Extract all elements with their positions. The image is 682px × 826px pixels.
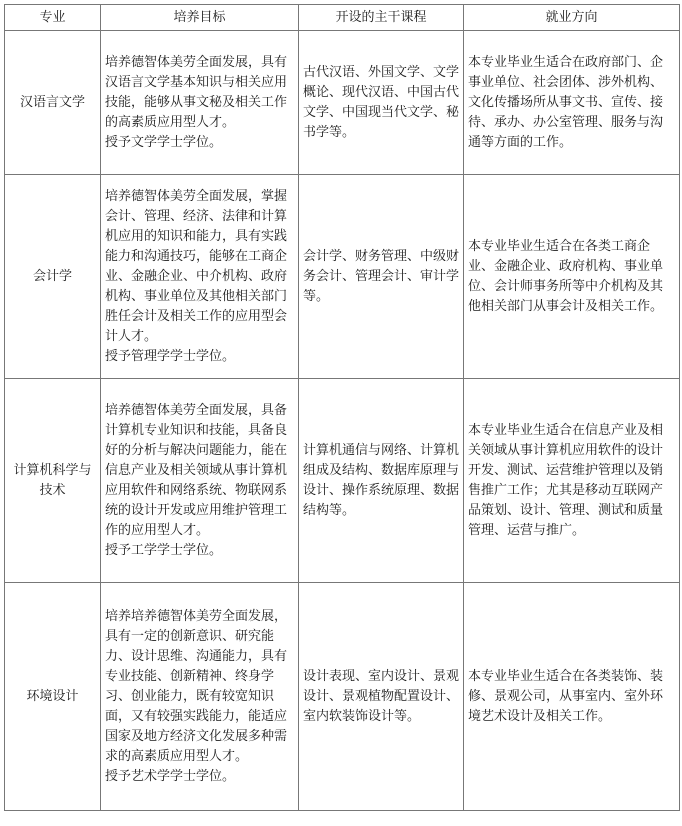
majors-table — [4, 4, 680, 811]
goal-cell — [101, 379, 299, 583]
table-row — [5, 175, 680, 379]
major-cell: 汉语言文学 — [5, 31, 101, 175]
header-major: 专业 — [5, 5, 101, 31]
goal-text: 培养德智体美劳全面发展，具备计算机专业知识和技能，具备良好的分析与解决问题能力，能在信息产业及相关领域从事计算机应用软件和网络系统、物联网系统的设计开发或应用维护管理工作的应用型人才。 — [105, 402, 288, 538]
degree-text: 授予艺术学学士学位。 — [105, 768, 236, 784]
goal-cell — [101, 31, 299, 175]
header-row — [5, 5, 680, 31]
header-goal: 培养目标 — [101, 5, 299, 31]
major-cell: 会计学 — [5, 175, 101, 379]
goal-text: 培养培养德智体美劳全面发展，具有一定的创新意识、研究能力、设计思维、沟通能力，具有专业技能、创新精神、终身学习、创业能力，既有较宽知识面，又有较强实践能力，能适应国家及地方经济文化发展多种需求的高素质应用型人才。 — [105, 608, 288, 764]
degree-text: 授予工学学士学位。 — [105, 542, 223, 558]
goal-cell — [101, 175, 299, 379]
courses-cell: 计算机通信与网络、计算机组成及结构、数据库原理与设计、操作系统原理、数据结构等。 — [299, 379, 464, 583]
career-cell: 本专业毕业生适合在各类装饰、装修、景观公司，从事室内、室外环境艺术设计及相关工作。 — [464, 583, 680, 811]
table-row — [5, 379, 680, 583]
goal-cell — [101, 583, 299, 811]
career-cell: 本专业毕业生适合在信息产业及相关领域从事计算机应用软件的设计开发、测试、运营维护管理以及销售推广工作；尤其是移动互联网产品策划、设计、管理、测试和质量管理、运营与推广。 — [464, 379, 680, 583]
table-row — [5, 583, 680, 811]
goal-text: 培养德智体美劳全面发展，掌握会计、管理、经济、法律和计算机应用的知识和能力，具有实践能力和沟通技巧，能够在工商企业、金融企业、中介机构、政府机构、事业单位及其他相关部门胜任会计及相关工作的应用型会计人才。 — [105, 188, 288, 344]
courses-cell: 设计表现、室内设计、景观设计、景观植物配置设计、室内软装饰设计等。 — [299, 583, 464, 811]
major-cell: 环境设计 — [5, 583, 101, 811]
goal-text: 培养德智体美劳全面发展，具有汉语言文学基本知识与相关应用技能，能够从事文秘及相关工作的高素质应用型人才。 — [105, 54, 288, 130]
major-cell: 计算机科学与技术 — [5, 379, 101, 583]
courses-cell: 古代汉语、外国文学、文学概论、现代汉语、中国古代文学、中国现当代文学、秘书学等。 — [299, 31, 464, 175]
career-cell: 本专业毕业生适合在政府部门、企事业单位、社会团体、涉外机构、文化传播场所从事文书、宣传、接待、承办、办公室管理、服务与沟通等方面的工作。 — [464, 31, 680, 175]
courses-cell: 会计学、财务管理、中级财务会计、管理会计、审计学等。 — [299, 175, 464, 379]
header-courses: 开设的主干课程 — [299, 5, 464, 31]
table-row — [5, 31, 680, 175]
degree-text: 授予文学学士学位。 — [105, 134, 223, 150]
career-cell: 本专业毕业生适合在各类工商企业、金融企业、政府机构、事业单位、会计师事务所等中介机构及其他相关部门从事会计及相关工作。 — [464, 175, 680, 379]
header-career: 就业方向 — [464, 5, 680, 31]
degree-text: 授予管理学学士学位。 — [105, 348, 236, 364]
